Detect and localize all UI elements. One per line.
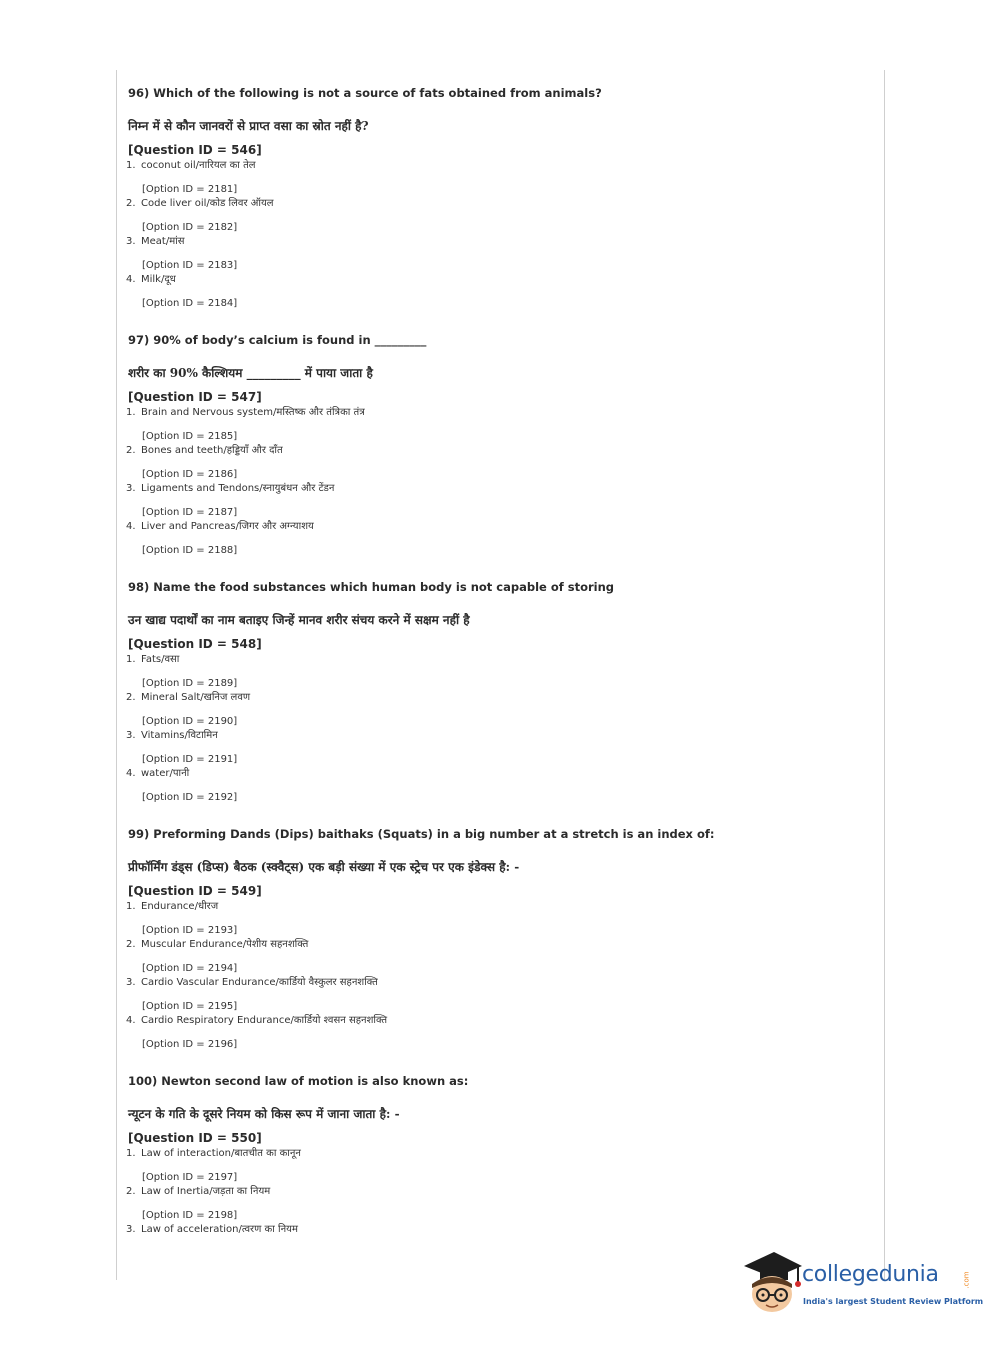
option-4: 4. Liver and Pancreas/जिगर और अग्न्याशय	[126, 521, 314, 532]
option-id: [Option ID = 2186]	[142, 469, 238, 480]
option-2: 2. Law of Inertia/जड़ता का नियम	[126, 1186, 271, 1197]
option-1: 1. Fats/वसा	[126, 654, 180, 665]
brand-name: collegedunia	[802, 1262, 939, 1287]
option-3: 3. Cardio Vascular Endurance/कार्डियो वैस्कुलर सहनशक्ति	[126, 977, 378, 988]
option-id: [Option ID = 2184]	[142, 298, 238, 309]
question-text-hi: शरीर का 90% कैल्शियम _________ में पाया जाता है	[128, 366, 373, 380]
option-4: 4. Milk/दूध	[126, 274, 176, 285]
option-id: [Option ID = 2197]	[142, 1172, 238, 1183]
option-id: [Option ID = 2193]	[142, 925, 238, 936]
question-paper	[124, 84, 864, 1237]
option-2: 2. Mineral Salt/खनिज लवण	[126, 692, 251, 703]
option-3: 3. Meat/मांस	[126, 236, 185, 247]
option-id: [Option ID = 2182]	[142, 222, 238, 233]
option-id: [Option ID = 2191]	[142, 754, 238, 765]
question-id: [Question ID = 546]	[128, 143, 262, 157]
question-text-en: 98) Name the food substances which human body is not capable of storing	[128, 580, 615, 594]
option-2: 2. Code liver oil/कोड लिवर ऑयल	[126, 198, 274, 209]
question-text-en: 99) Preforming Dands (Dips) baithaks (Squats) in a big number at a stretch is an index of:	[128, 827, 715, 841]
left-margin-line	[116, 70, 117, 1280]
question-text-hi: न्यूटन के गति के दूसरे नियम को किस रूप में जाना जाता है: -	[128, 1107, 400, 1121]
question-id: [Question ID = 549]	[128, 884, 262, 898]
option-id: [Option ID = 2183]	[142, 260, 238, 271]
option-id: [Option ID = 2192]	[142, 792, 238, 803]
option-3: 3. Law of acceleration/त्वरण का नियम	[126, 1224, 298, 1235]
option-id: [Option ID = 2195]	[142, 1001, 238, 1012]
option-id: [Option ID = 2190]	[142, 716, 238, 727]
option-id: [Option ID = 2196]	[142, 1039, 238, 1050]
option-3: 3. Ligaments and Tendons/स्नायुबंधन और टेंडन	[126, 483, 335, 494]
option-id: [Option ID = 2181]	[142, 184, 238, 195]
question-96	[124, 84, 864, 311]
option-id: [Option ID = 2194]	[142, 963, 238, 974]
question-text-hi: उन खाद्य पदार्थों का नाम बताइए जिन्हें मानव शरीर संचय करने में सक्षम नहीं है	[128, 613, 470, 627]
brand-domain: .com	[962, 1271, 971, 1289]
option-id: [Option ID = 2187]	[142, 507, 238, 518]
option-1: 1. coconut oil/नारियल का तेल	[126, 160, 256, 171]
brand-tagline: India's largest Student Review Platform	[803, 1297, 984, 1306]
question-98	[124, 578, 864, 805]
option-4: 4. water/पानी	[126, 768, 190, 779]
right-margin-line	[884, 70, 885, 1280]
option-3: 3. Vitamins/विटामिन	[126, 730, 218, 741]
question-id: [Question ID = 550]	[128, 1131, 262, 1145]
option-1: 1. Brain and Nervous system/मस्तिष्क और तंत्रिका तंत्र	[126, 407, 365, 418]
option-2: 2. Bones and teeth/हड्डियाँ और दाँत	[126, 445, 283, 456]
question-97	[124, 331, 864, 558]
option-4: 4. Cardio Respiratory Endurance/कार्डियो श्वसन सहनशक्ति	[126, 1015, 388, 1026]
question-text-hi: निम्न में से कौन जानवरों से प्राप्त वसा का स्रोत नहीं है?	[128, 119, 369, 133]
question-id: [Question ID = 547]	[128, 390, 262, 404]
question-text-en: 97) 90% of body’s calcium is found in _________	[128, 333, 427, 347]
question-100	[124, 1072, 864, 1237]
question-text-hi: प्रीफॉर्मिंग डंड्स (डिप्स) बैठक (स्क्वैट्स) एक बड़ी संख्या में एक स्ट्रेच पर एक इंडेक्स है: -	[128, 860, 520, 874]
option-id: [Option ID = 2188]	[142, 545, 238, 556]
question-99	[124, 825, 864, 1052]
option-2: 2. Muscular Endurance/पेशीय सहनशक्ति	[126, 939, 309, 950]
option-1: 1. Endurance/धीरज	[126, 901, 219, 912]
option-1: 1. Law of interaction/बातचीत का कानून	[126, 1148, 301, 1159]
option-id: [Option ID = 2185]	[142, 431, 238, 442]
option-id: [Option ID = 2198]	[142, 1210, 238, 1221]
question-text-en: 100) Newton second law of motion is also known as:	[128, 1074, 469, 1088]
option-id: [Option ID = 2189]	[142, 678, 238, 689]
question-id: [Question ID = 548]	[128, 637, 262, 651]
question-text-en: 96) Which of the following is not a source of fats obtained from animals?	[128, 86, 602, 100]
